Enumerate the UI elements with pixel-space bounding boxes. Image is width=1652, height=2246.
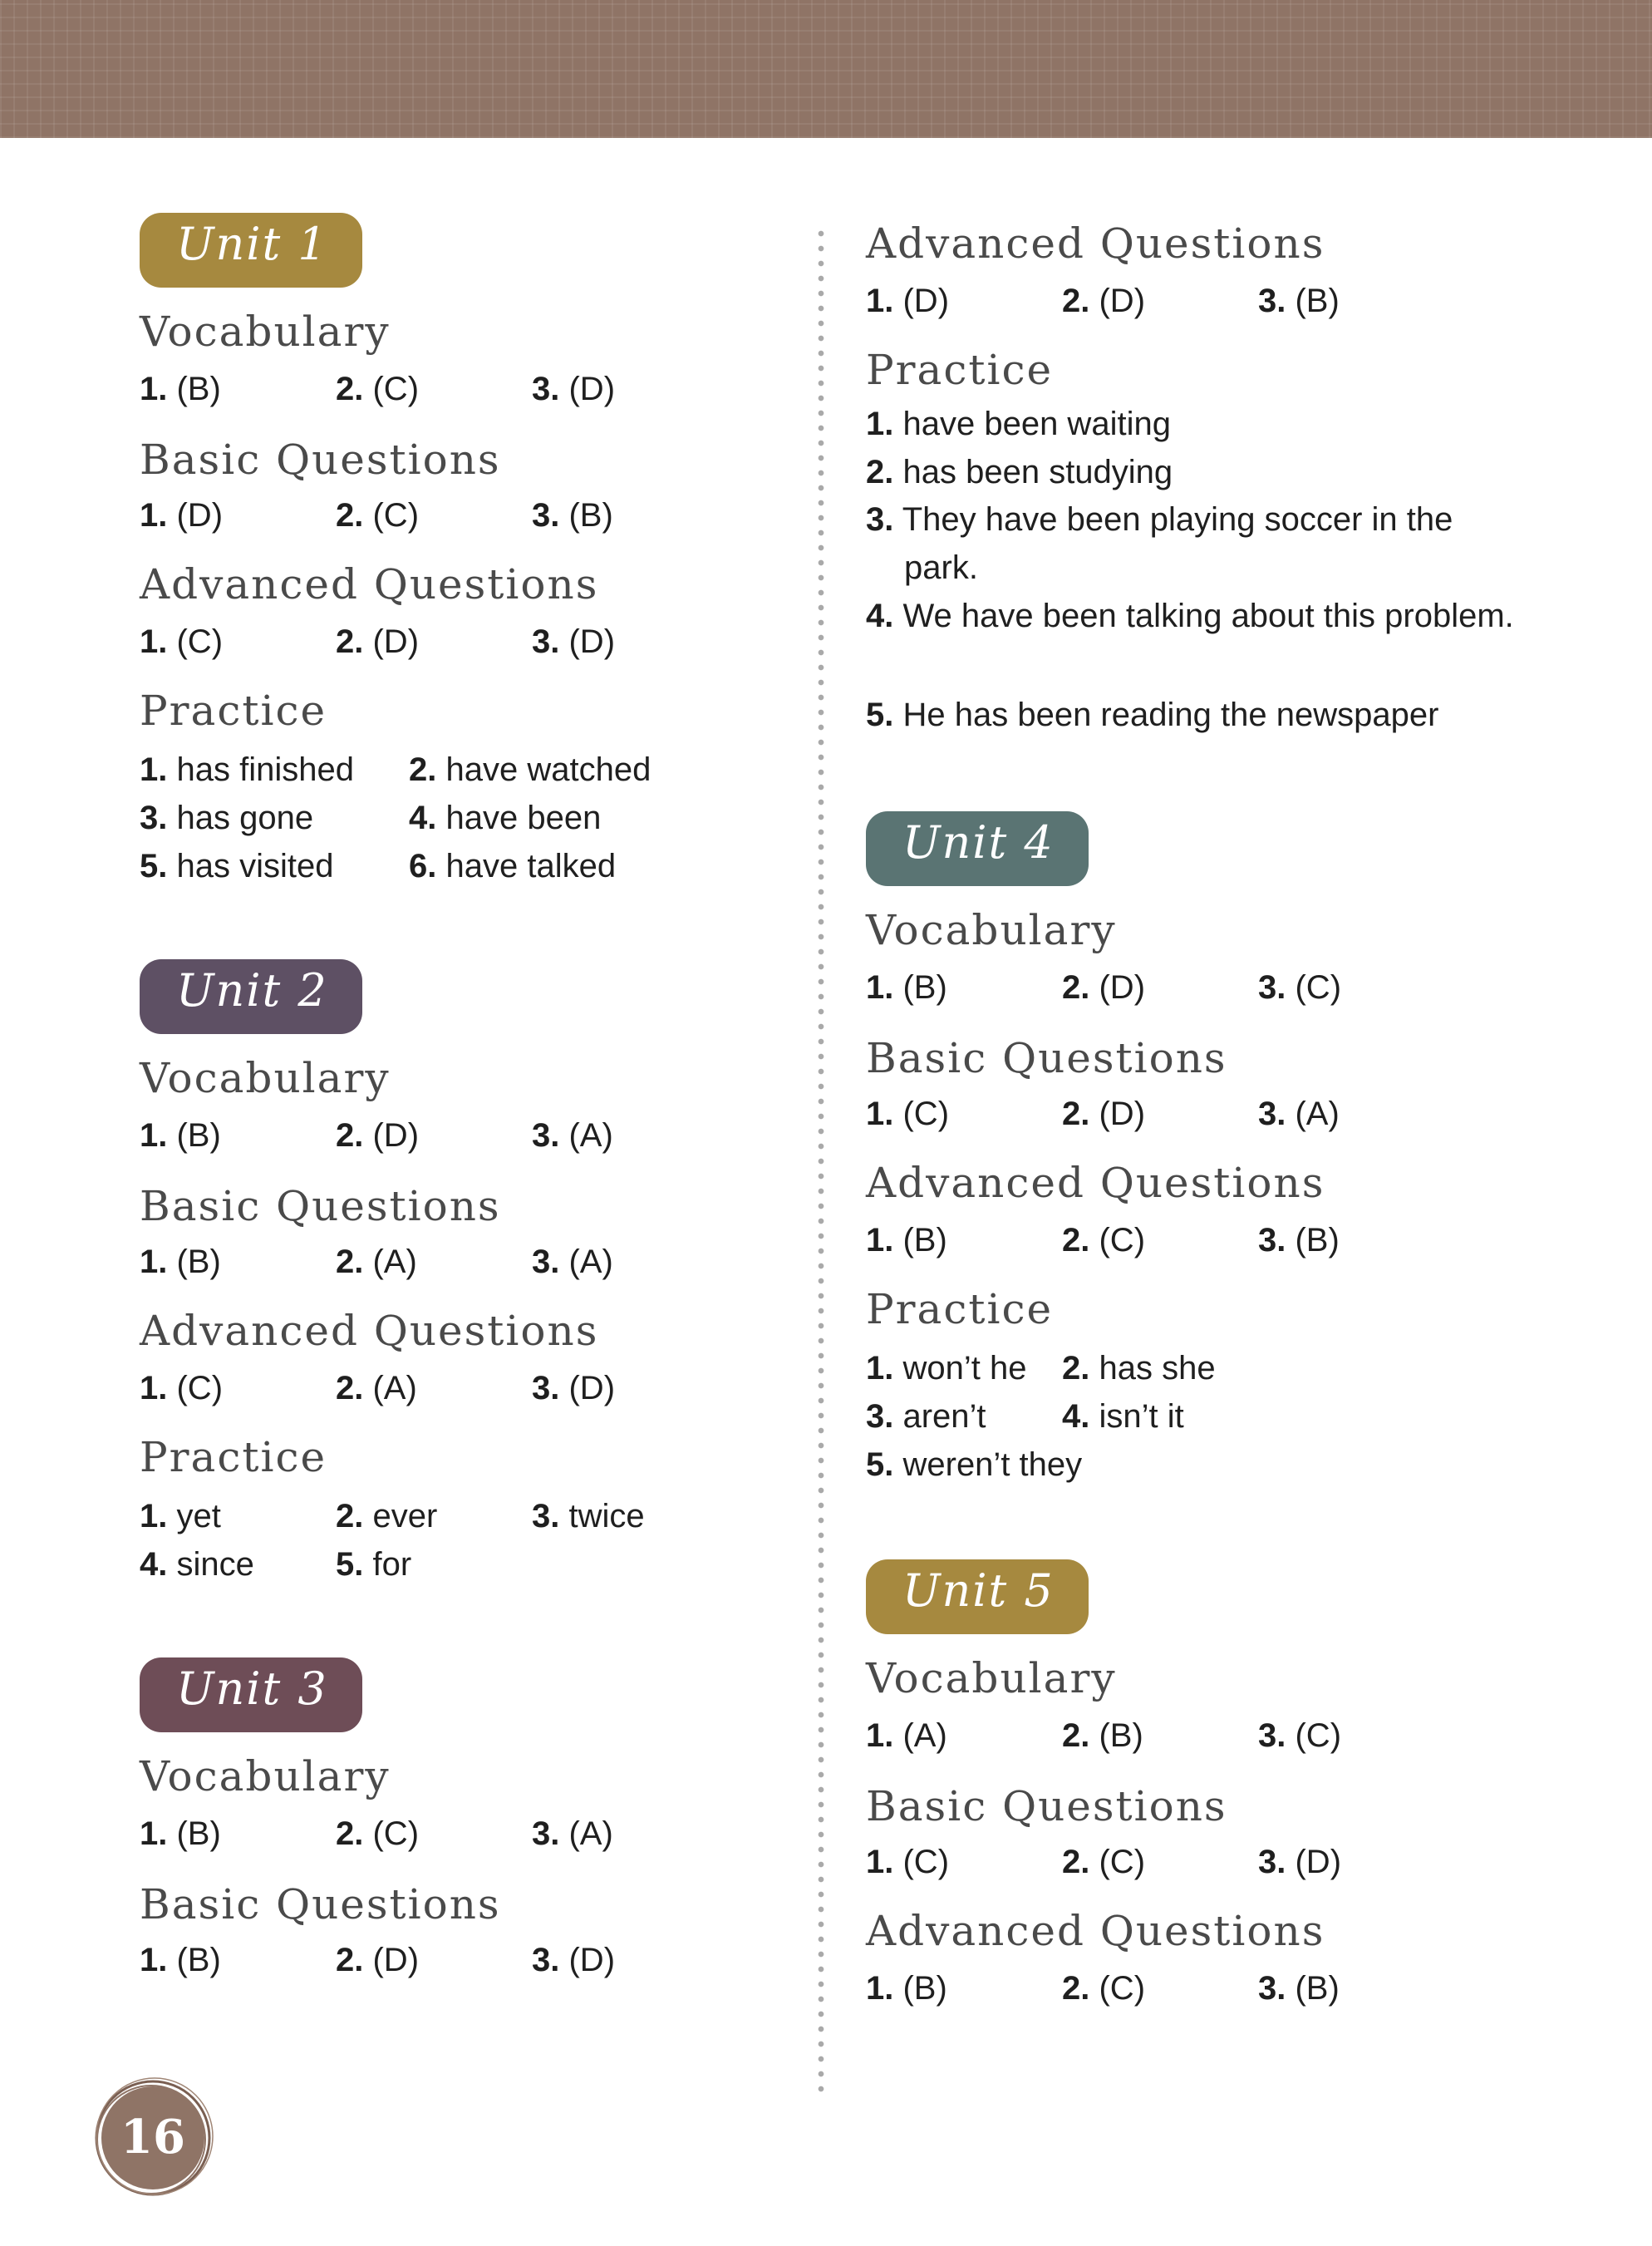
answer-item: 2. (A) [336,1244,417,1280]
answer-item: 2. (D) [1062,1096,1146,1132]
vocabulary-heading: Vocabulary [866,906,1117,954]
answer-item: 1. (D) [140,497,224,534]
vocabulary-heading: Vocabulary [866,1654,1117,1702]
answer-item: 2. has been studying [866,454,1173,490]
answer-item: 4. have been [409,800,602,836]
advanced-questions-heading: Advanced Questions [866,1907,1325,1955]
answer-item: 3. (D) [532,1942,616,1978]
answer-item: 1. (B) [140,371,221,407]
advanced-questions-heading: Advanced Questions [866,1159,1325,1207]
basic-questions-heading: Basic Questions [866,1034,1227,1082]
answer-item: 4. since [140,1546,254,1583]
advanced-questions-heading: Advanced Questions [866,219,1325,268]
answer-item: 3. (B) [1258,283,1340,319]
unit-title: Unit 5 [902,1564,1055,1617]
answer-item: 2. (D) [1062,969,1146,1006]
answer-item: 2. (C) [336,371,420,407]
answer-item: 1. (B) [866,969,947,1006]
advanced-questions-heading: Advanced Questions [140,560,599,608]
basic-questions-heading: Basic Questions [140,1182,501,1230]
unit-title: Unit 3 [176,1662,328,1715]
basic-questions-heading: Basic Questions [140,436,501,484]
answer-item: 2. (D) [336,623,420,660]
answer-item: 1. yet [140,1498,221,1534]
answer-item: 1. (A) [866,1717,947,1754]
unit-1-badge [140,213,362,288]
practice-heading: Practice [140,1433,327,1481]
answer-item: 5. weren’t they [866,1446,1083,1483]
answer-item: 1. (C) [866,1096,950,1132]
answer-item: 2. (D) [336,1117,420,1154]
practice-heading: Practice [866,1285,1054,1333]
answer-item: 1. has finished [140,751,354,788]
advanced-questions-heading: Advanced Questions [140,1307,599,1355]
answer-item: 1. (B) [140,1244,221,1280]
unit-title: Unit 4 [902,816,1055,869]
practice-heading: Practice [866,346,1054,394]
answer-item: 2. have watched [409,751,651,788]
page-number-badge [91,2076,214,2199]
answer-item: 2. ever [336,1498,438,1534]
answer-item: 1. (B) [140,1815,221,1852]
answer-item: 1. won’t he [866,1350,1027,1387]
answer-item: 5. has visited [140,848,334,884]
answer-item: 6. have talked [409,848,617,884]
vocabulary-heading: Vocabulary [140,1054,391,1102]
unit-5-badge [866,1559,1089,1634]
unit-4-badge [866,811,1089,886]
answer-item: 2. (C) [1062,1844,1146,1880]
unit-3-badge [140,1657,362,1732]
column-divider [818,226,824,2096]
page-number: 16 [120,2110,185,2165]
answer-item: 3. has gone [140,800,314,836]
unit-title: Unit 1 [176,218,328,270]
answer-item: 3. (B) [532,497,613,534]
answer-item: 4. isn’t it [1062,1398,1184,1435]
answer-item: 1. (B) [140,1117,221,1154]
answer-item: 1. (C) [140,623,224,660]
answer-item: 1. have been waiting [866,406,1171,442]
vocabulary-heading: Vocabulary [140,308,391,356]
answer-item: 1. (B) [866,1970,947,2007]
answer-item: 1. (C) [866,1844,950,1880]
answer-item: 3. (A) [1258,1096,1340,1132]
answer-item: 2. (C) [1062,1222,1146,1258]
answer-item: 3. (A) [532,1815,613,1852]
answer-item: 3. (D) [1258,1844,1342,1880]
vocabulary-heading: Vocabulary [140,1752,391,1800]
answer-item: 2. (D) [336,1942,420,1978]
answer-item: 2. (A) [336,1370,417,1406]
answer-item: 3. (A) [532,1117,613,1154]
answer-item: 3. They have been playing soccer in the park. [866,501,1453,586]
answer-item: 5. for [336,1546,412,1583]
answer-item: 5. He has been reading the newspaper [866,697,1439,733]
answer-item: 2. (D) [1062,283,1146,319]
unit-title: Unit 2 [176,964,328,1017]
answer-item: 4. We have been talking about this problem. [866,598,1514,634]
answer-item: 2. (C) [336,497,420,534]
answer-item: 3. (D) [532,1370,616,1406]
header-band [0,0,1652,138]
unit-2-badge [140,959,362,1034]
answer-item: 3. (C) [1258,969,1342,1006]
answer-item: 1. (B) [140,1942,221,1978]
answer-item: 2. has she [1062,1350,1216,1387]
answer-item: 1. (B) [866,1222,947,1258]
answer-item: 3. (D) [532,371,616,407]
basic-questions-heading: Basic Questions [140,1880,501,1928]
answer-item: 3. (B) [1258,1222,1340,1258]
basic-questions-heading: Basic Questions [866,1782,1227,1830]
answer-item: 2. (B) [1062,1717,1143,1754]
answer-item: 3. twice [532,1498,645,1534]
answer-item: 3. (B) [1258,1970,1340,2007]
answer-item: 3. (A) [532,1244,613,1280]
answer-item: 2. (C) [1062,1970,1146,2007]
answer-item: 3. (C) [1258,1717,1342,1754]
answer-item: 3. aren’t [866,1398,986,1435]
answer-item: 2. (C) [336,1815,420,1852]
answer-item: 1. (C) [140,1370,224,1406]
practice-heading: Practice [140,687,327,735]
answer-item: 1. (D) [866,283,950,319]
answer-item: 3. (D) [532,623,616,660]
